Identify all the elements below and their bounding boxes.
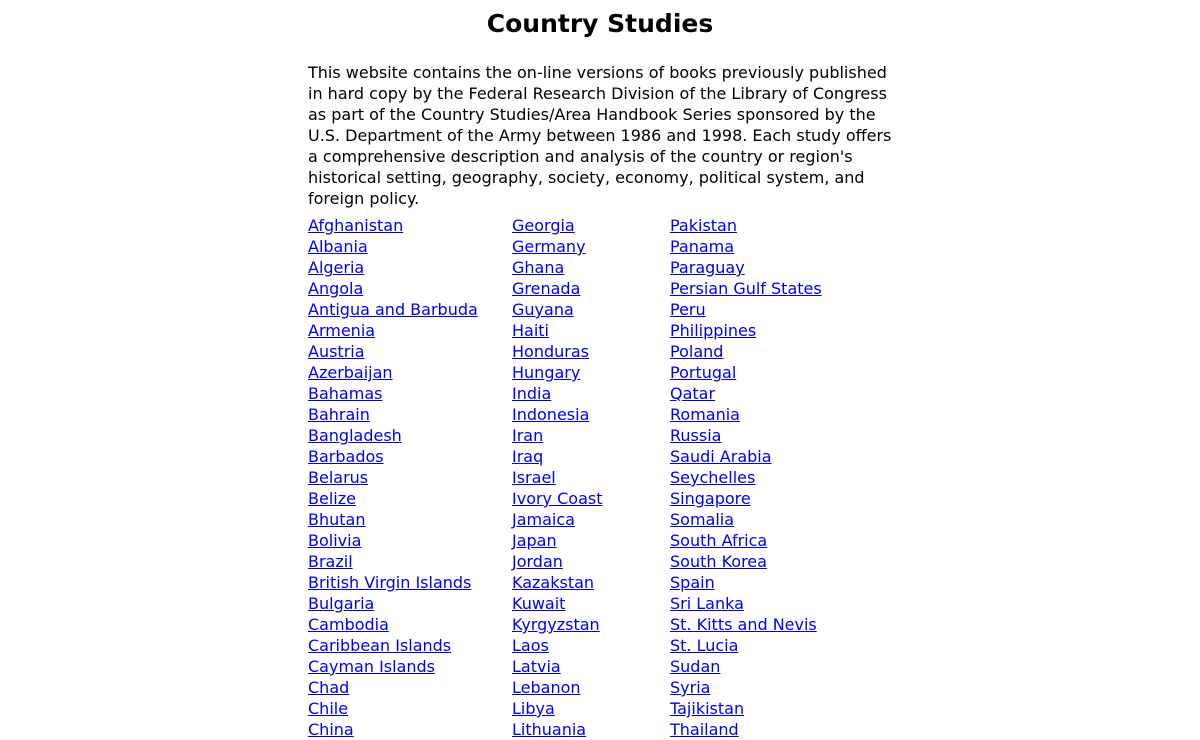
country-link[interactable]: British Virgin Islands	[308, 573, 472, 592]
country-link[interactable]: Barbados	[308, 447, 384, 466]
country-link[interactable]: Sudan	[670, 657, 721, 676]
country-link[interactable]: Kyrgyzstan	[512, 615, 600, 634]
country-link[interactable]: Belarus	[308, 468, 369, 487]
country-link[interactable]: South Korea	[670, 552, 767, 571]
country-link[interactable]: St. Lucia	[670, 636, 739, 655]
country-link[interactable]: Hungary	[512, 363, 581, 382]
country-link[interactable]: Russia	[670, 426, 722, 445]
country-link[interactable]: Georgia	[512, 216, 575, 235]
country-link[interactable]: Angola	[308, 279, 364, 298]
country-link[interactable]: Brazil	[308, 552, 353, 571]
page-title: Country Studies	[486, 9, 714, 38]
country-link[interactable]: Cayman Islands	[308, 657, 435, 676]
country-list-table	[308, 215, 890, 740]
country-link[interactable]: Indonesia	[512, 405, 590, 424]
country-link[interactable]: Persian Gulf States	[670, 279, 822, 298]
country-link[interactable]: Romania	[670, 405, 740, 424]
country-link[interactable]: Kuwait	[512, 594, 566, 613]
country-link[interactable]: Seychelles	[670, 468, 756, 487]
country-link[interactable]: Tajikistan	[670, 699, 745, 718]
country-column-2	[512, 215, 670, 740]
country-link[interactable]: Azerbaijan	[308, 363, 393, 382]
country-link[interactable]: Japan	[512, 531, 557, 550]
country-link[interactable]: Lebanon	[512, 678, 581, 697]
country-link[interactable]: Thailand	[670, 720, 739, 739]
country-link[interactable]: South Africa	[670, 531, 768, 550]
country-link[interactable]: Chad	[308, 678, 350, 697]
country-link[interactable]: Saudi Arabia	[670, 447, 772, 466]
country-link[interactable]: Peru	[670, 300, 706, 319]
intro-paragraph: This website contains the on-line versions of books previously published in hard copy by the Federal Research Division of the Library of Congress as part of the Country Studies/Area Handbook Series sponsored by the U.S. Department of the Army between 1986 and 1998. Each study offers a comprehensive description and analysis of the country or region's historical setting, geography, society, economy, political system, and foreign policy.	[308, 63, 892, 208]
country-link[interactable]: St. Kitts and Nevis	[670, 615, 817, 634]
country-link[interactable]: Caribbean Islands	[308, 636, 452, 655]
country-link[interactable]: Spain	[670, 573, 715, 592]
country-link[interactable]: Cambodia	[308, 615, 389, 634]
country-link[interactable]: Bahrain	[308, 405, 370, 424]
country-link[interactable]: Haiti	[512, 321, 549, 340]
country-link[interactable]: Bahamas	[308, 384, 383, 403]
country-link[interactable]: Latvia	[512, 657, 561, 676]
country-link[interactable]: Pakistan	[670, 216, 737, 235]
country-link[interactable]: Chile	[308, 699, 349, 718]
country-link[interactable]: Albania	[308, 237, 368, 256]
country-link[interactable]: Algeria	[308, 258, 365, 277]
country-link[interactable]: Belize	[308, 489, 356, 508]
country-link[interactable]: Portugal	[670, 363, 737, 382]
country-link[interactable]: Honduras	[512, 342, 589, 361]
country-column-3	[670, 215, 890, 740]
country-link[interactable]: Bhutan	[308, 510, 366, 529]
country-link[interactable]: Germany	[512, 237, 586, 256]
country-link[interactable]: Lithuania	[512, 720, 587, 739]
country-link[interactable]: Ivory Coast	[512, 489, 603, 508]
country-link[interactable]: Iraq	[512, 447, 544, 466]
country-link[interactable]: Bangladesh	[308, 426, 402, 445]
country-link[interactable]: Iran	[512, 426, 544, 445]
country-link[interactable]: Sri Lanka	[670, 594, 744, 613]
country-link[interactable]: Jordan	[512, 552, 563, 571]
country-link[interactable]: Bolivia	[308, 531, 362, 550]
country-link[interactable]: Paraguay	[670, 258, 745, 277]
country-link[interactable]: Poland	[670, 342, 724, 361]
country-link[interactable]: Qatar	[670, 384, 716, 403]
country-link[interactable]: Grenada	[512, 279, 581, 298]
country-link[interactable]: Syria	[670, 678, 711, 697]
country-link[interactable]: Guyana	[512, 300, 574, 319]
country-link[interactable]: Singapore	[670, 489, 751, 508]
country-link[interactable]: Somalia	[670, 510, 735, 529]
country-link[interactable]: Libya	[512, 699, 555, 718]
country-link[interactable]: Philippines	[670, 321, 757, 340]
country-link[interactable]: Jamaica	[512, 510, 575, 529]
country-link[interactable]: China	[308, 720, 354, 739]
country-link[interactable]: Bulgaria	[308, 594, 375, 613]
country-link[interactable]: Armenia	[308, 321, 376, 340]
country-link[interactable]: Afghanistan	[308, 216, 404, 235]
country-link[interactable]: Ghana	[512, 258, 565, 277]
country-link[interactable]: Panama	[670, 237, 735, 256]
country-link[interactable]: Kazakstan	[512, 573, 595, 592]
country-link[interactable]: Austria	[308, 342, 365, 361]
country-link[interactable]: Israel	[512, 468, 556, 487]
country-link[interactable]: Antigua and Barbuda	[308, 300, 478, 319]
country-column-1	[308, 215, 512, 740]
country-link[interactable]: India	[512, 384, 552, 403]
country-link[interactable]: Laos	[512, 636, 549, 655]
